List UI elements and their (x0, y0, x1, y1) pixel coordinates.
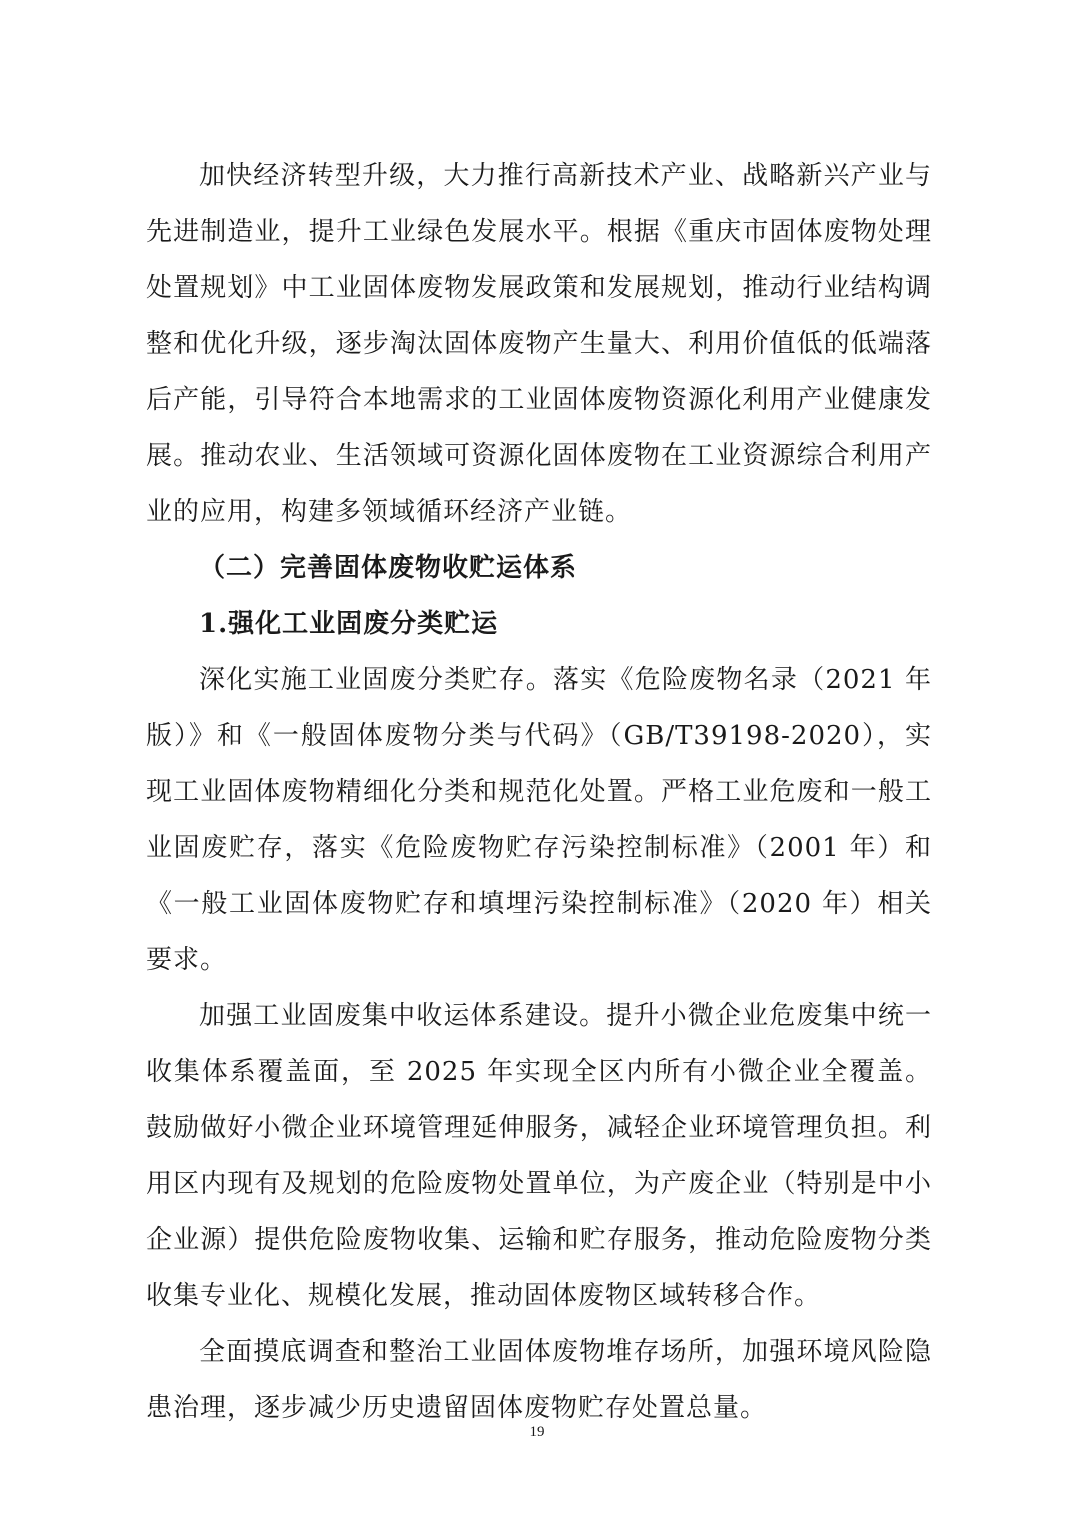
body-paragraph: 加快经济转型升级，大力推行高新技术产业、战略新兴产业与先进制造业，提升工业绿色发展水平。根据《重庆市固体废物处理处置规划》中工业固体废物发展政策和发展规划，推动行业结构调整和优化升级，逐步淘汰固体废物产生量大、利用价值低的低端落后产能，引导符合本地需求的工业固体废物资源化利用产业健康发展。推动农业、生活领域可资源化固体废物在工业资源综合利用产业的应用，构建多领域循环经济产业链。 (146, 161, 932, 527)
body-paragraph: 全面摸底调查和整治工业固体废物堆存场所，加强环境风险隐患治理，逐步减少历史遗留固体废物贮存处置总量。 (146, 1337, 932, 1423)
section-heading: （二）完善固体废物收贮运体系 (199, 553, 578, 583)
page-content (146, 148, 932, 1436)
body-paragraph: 深化实施工业固废分类贮存。落实《危险废物名录（2021 年版）》和《一般固体废物分类与代码》（GB/T39198-2020），实现工业固体废物精细化分类和规范化处置。严格工业危废和一般工业固废贮存，落实《危险废物贮存污染控制标准》（2001 年）和《一般工业固体废物贮存和填埋污染控制标准》（2020 年）相关要求。 (146, 665, 932, 975)
body-paragraph: 加强工业固废集中收运体系建设。提升小微企业危废集中统一收集体系覆盖面，至 2025 年实现全区内所有小微企业全覆盖。鼓励做好小微企业环境管理延伸服务，减轻企业环境管理负担。利用区内现有及规划的危险废物处置单位，为产废企业（特别是中小企业源）提供危险废物收集、运输和贮存服务，推动危险废物分类收集专业化、规模化发展，推动固体废物区域转移合作。 (146, 1001, 932, 1311)
page-number: 19 (529, 1424, 545, 1440)
subsection-heading: 1.强化工业固废分类贮运 (199, 609, 499, 639)
